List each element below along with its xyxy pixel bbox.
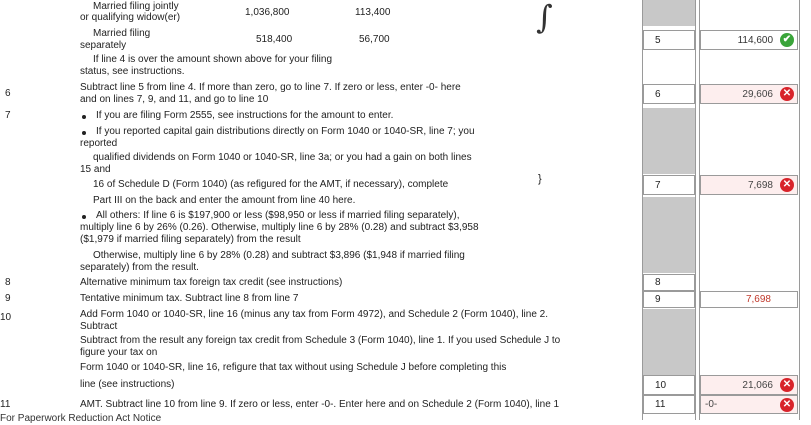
line-10-number: 10: [643, 375, 695, 395]
line-9-number: 9: [643, 291, 695, 308]
line-6-text-2: and on lines 7, 9, and 11, and go to line 10: [80, 94, 269, 105]
mfs-amount-1: 518,400: [256, 34, 293, 45]
line-7-bullet-3-c: ($1,979 if married filing separately) from the result: [80, 234, 301, 245]
line-7-bullet-3-a: All others: If line 6 is $197,900 or less ($98,950 or less if married filing separately),: [96, 210, 460, 221]
line-6-left-number: 6: [5, 88, 11, 99]
line-7-bullet-1: If you are filing Form 2555, see instructions for the amount to enter.: [96, 110, 394, 121]
line-11-left-number: 11: [0, 399, 11, 410]
line-7-bullet-2-e: 16 of Schedule D (Form 1040) (as refigured for the AMT, if necessary), complete: [93, 179, 449, 190]
line-7-bullet-2-d: 15 and: [80, 164, 111, 175]
line-10-text-1: Add Form 1040 or 1040-SR, line 16 (minus any tax from Form 4972), and Schedule 2 (Form 1040), line 2.: [80, 309, 549, 320]
line-10-text-3: Subtract from the result any foreign tax credit from Schedule 3 (Form 1040), line 1. If you used Schedule J to: [80, 335, 561, 346]
shaded-cell: [643, 0, 695, 26]
line-7-bullet-3-e: separately) from the result.: [80, 262, 199, 273]
mfj-amount-1: 1,036,800: [245, 7, 290, 18]
line-9-answer[interactable]: [700, 291, 798, 308]
mfs-label-2: separately: [80, 40, 127, 51]
line-6-answer[interactable]: [700, 84, 798, 104]
line-10-value: 21,066: [742, 379, 773, 391]
line-7-brace: }: [538, 173, 542, 185]
shaded-cell: [643, 108, 695, 174]
line-10-left-number: 10: [0, 312, 12, 323]
line-10-text-2: Subtract: [80, 321, 118, 332]
line-9-left-number: 9: [5, 293, 11, 304]
line-7-bullet-2-c: qualified dividends on Form 1040 or 1040-SR, line 3a; or you had a gain on both lines: [93, 152, 472, 163]
mfs-amount-2: 56,700: [359, 34, 390, 45]
column-rule: [695, 0, 696, 420]
line-7-number: 7: [643, 175, 695, 195]
line-7-bullet-3-d: Otherwise, multiply line 6 by 28% (0.28) and subtract $3,896 ($1,948 if married filing: [93, 250, 465, 261]
line-10-text-4: figure your tax on: [80, 347, 158, 358]
line-10-text-5: Form 1040 or 1040-SR, line 16, refigure that tax without using Schedule J before completing this: [80, 362, 507, 373]
line-6-value: 29,606: [742, 88, 773, 100]
mfj-amount-2: 113,400: [355, 7, 391, 18]
error-x-icon: ✕: [780, 178, 794, 192]
line-5-value: 114,600: [737, 34, 773, 46]
bullet: [82, 115, 86, 119]
line-7-bullet-2-b: reported: [80, 138, 118, 149]
line-7-bullet-3-b: multiply line 6 by 26% (0.26). Otherwise, multiply line 6 by 28% (0.28) and subtract $3,958: [80, 222, 479, 233]
column-rule: [799, 0, 800, 420]
line-6-text-1: Subtract line 5 from line 4. If more than zero, go to line 7. If zero or less, enter -0- here: [80, 82, 461, 93]
line-9-text: Tentative minimum tax. Subtract line 8 from line 7: [80, 293, 299, 304]
line-7-value: 7,698: [747, 179, 773, 191]
line-11-answer[interactable]: [700, 395, 798, 414]
line-11-text: AMT. Subtract line 10 from line 9. If zero or less, enter -0-. Enter here and on Schedule 2 (Form 1040), line 1: [80, 399, 560, 410]
footer-partial-text: For Paperwork Reduction Act Notice: [0, 413, 162, 424]
line-6-number: 6: [643, 84, 695, 104]
bullet: [82, 131, 86, 135]
line-7-bullet-2-f: Part III on the back and enter the amount from line 40 here.: [93, 195, 356, 206]
line-5-answer[interactable]: [700, 30, 798, 50]
line-10-answer[interactable]: [700, 375, 798, 395]
check-icon: ✔: [780, 33, 794, 47]
line-10-text-6: line (see instructions): [80, 379, 175, 390]
error-x-icon: ✕: [780, 87, 794, 101]
mfj-label-2: or qualifying widow(er): [80, 12, 181, 23]
line-5-number: 5: [643, 30, 695, 50]
note-line-1: If line 4 is over the amount shown above for your filing: [93, 54, 333, 65]
line-8-number: 8: [643, 274, 695, 291]
mfj-label-1: Married filing jointly: [93, 1, 179, 12]
shaded-cell: [643, 309, 695, 375]
line-8-left-number: 8: [5, 277, 11, 288]
shaded-cell: [643, 197, 695, 273]
line-11-number: 11: [643, 395, 695, 414]
brace-symbol: ∫: [536, 0, 553, 36]
note-line-2: status, see instructions.: [80, 66, 185, 77]
mfs-label-1: Married filing: [93, 28, 151, 39]
error-x-icon: ✕: [780, 398, 794, 412]
line-11-value: -0-: [705, 399, 718, 410]
error-x-icon: ✕: [780, 378, 794, 392]
line-9-value: 7,698: [745, 294, 771, 305]
line-7-bullet-2-a: If you reported capital gain distributions directly on Form 1040 or 1040-SR, line 7; you: [96, 126, 475, 137]
column-rule: [699, 0, 700, 420]
line-8-text: Alternative minimum tax foreign tax credit (see instructions): [80, 277, 343, 288]
bullet: [82, 215, 86, 219]
line-7-answer[interactable]: [700, 175, 798, 195]
line-7-left-number: 7: [5, 110, 11, 121]
